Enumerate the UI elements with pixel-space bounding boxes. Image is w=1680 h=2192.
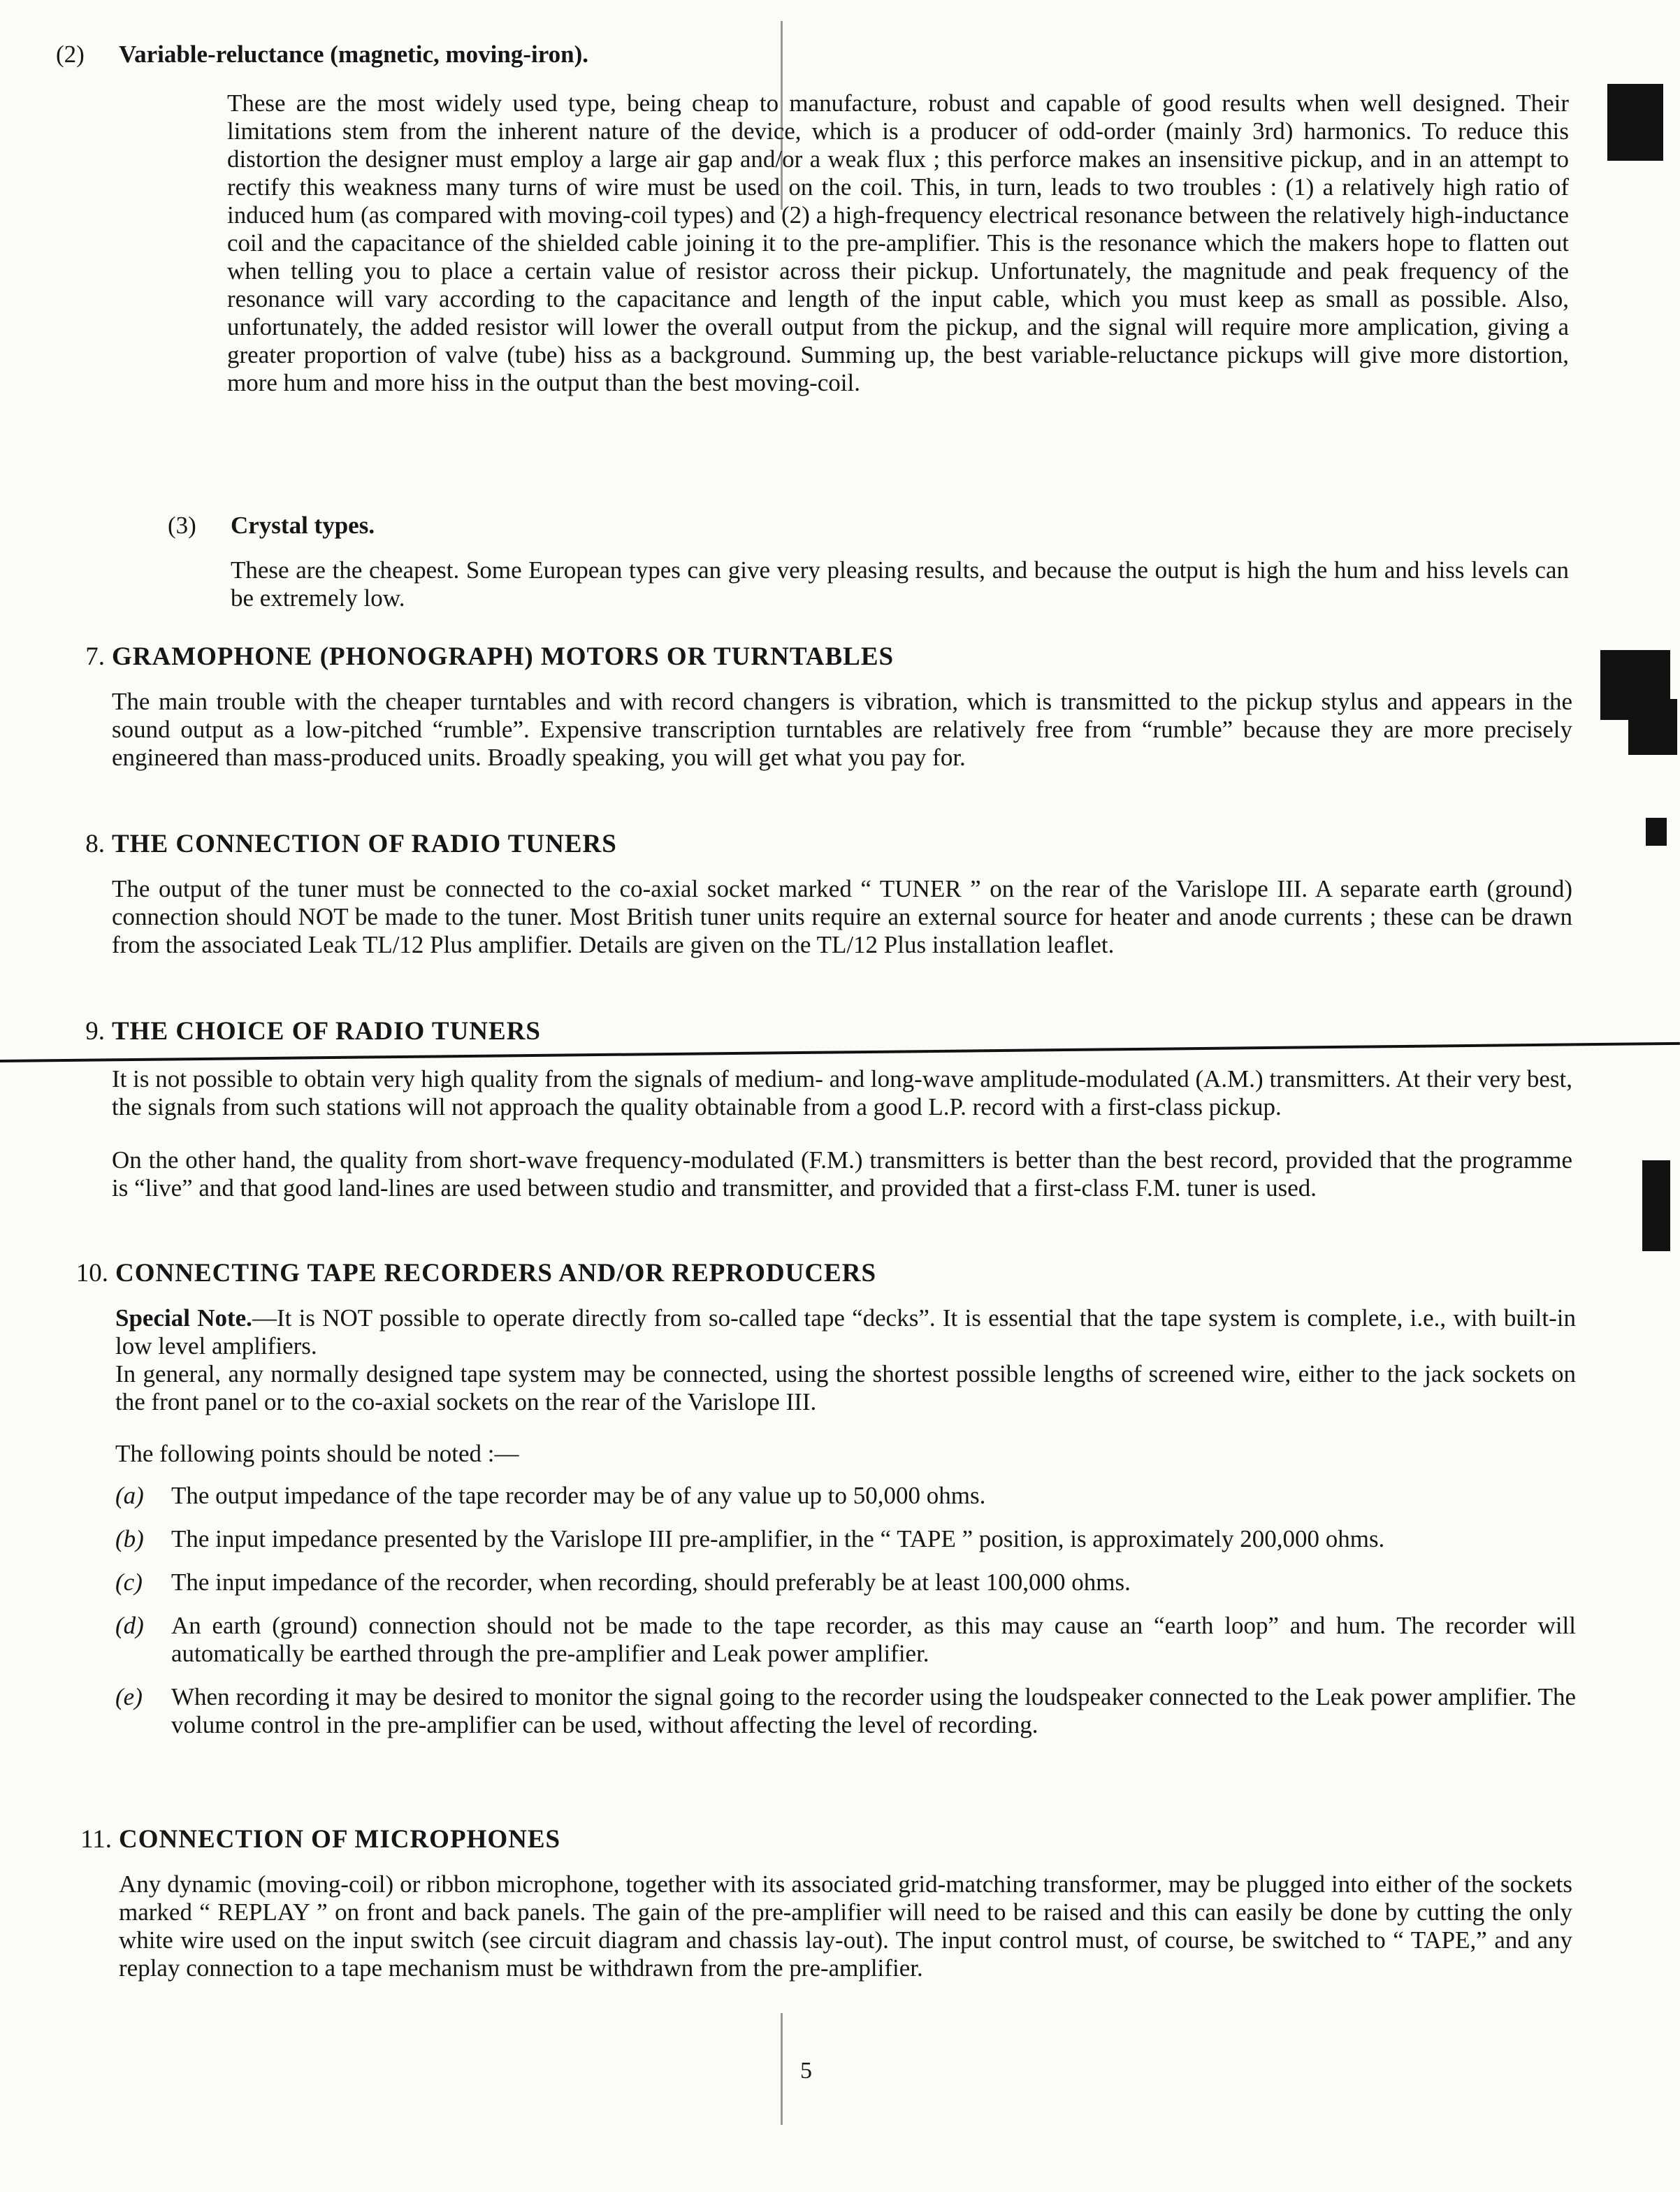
paragraph-am-transmitters: It is not possible to obtain very high quality from the signals of medium- and long-wave amplitude-modulated (A.M.) transmitters. At their very best, the signals from such stations will not approach the quality obtainable from a good L.P. record with a first-class pickup.: [112, 1065, 1572, 1120]
subsection-title: Crystal types.: [231, 512, 375, 539]
list-item-label: (d): [115, 1612, 144, 1639]
paragraph-tape-general: In general, any normally designed tape system may be connected, using the shortest possible lengths of screened wire, either to the jack sockets on the front panel or to the co-axial sockets on the rear of the Varislope III.: [115, 1360, 1576, 1415]
paragraph-points-intro: The following points should be noted :—: [115, 1440, 519, 1467]
paragraph-fm-transmitters: On the other hand, the quality from short-wave frequency-modulated (F.M.) transmitters is better than the best record, provided that the programme is “live” and that good land-lines are used between studio and transmitter, and provided that a first-class F.M. tuner is used.: [112, 1146, 1572, 1202]
scan-artifact: [1642, 1160, 1670, 1251]
list-item-label: (b): [115, 1525, 144, 1552]
subsection-label: (3): [168, 512, 196, 539]
list-item-label: (e): [115, 1683, 143, 1710]
section-number: 8.: [85, 830, 105, 858]
list-item: [115, 1482, 1576, 1510]
scan-artifact: [781, 2013, 783, 2125]
section-number: 10.: [75, 1259, 108, 1288]
section-heading: CONNECTION OF MICROPHONES: [119, 1825, 561, 1854]
paragraph-special-note: [115, 1304, 1576, 1360]
section-heading: CONNECTING TAPE RECORDERS AND/OR REPRODUCERS: [115, 1259, 877, 1288]
list-item-text: The output impedance of the tape recorder may be of any value up to 50,000 ohms.: [171, 1482, 986, 1509]
section-heading: THE CHOICE OF RADIO TUNERS: [112, 1017, 541, 1046]
paragraph-crystal-types: These are the cheapest. Some European types can give very pleasing results, and because the output is high the hum and hiss levels can be extremely low.: [231, 556, 1569, 612]
tape-points-list: [115, 1482, 1576, 1739]
page-number: 5: [800, 2058, 812, 2084]
list-item-text: The input impedance presented by the Varislope III pre-amplifier, in the “ TAPE ” position, is approximately 200,000 ohms.: [171, 1525, 1385, 1552]
list-item: [115, 1525, 1576, 1553]
list-item-text: The input impedance of the recorder, when recording, should preferably be at least 100,000 ohms.: [171, 1569, 1131, 1596]
scan-artifact: [1646, 818, 1667, 846]
list-item-label: (c): [115, 1569, 143, 1596]
paragraph-turntables: The main trouble with the cheaper turntables and with record changers is vibration, which is transmitted to the pickup stylus and appears in the sound output as a low-pitched “rumble”. Expensive transcription turntables are relatively free from “rumble” because they are more precisely engineered than mass-produced units. Broadly speaking, you will get what you pay for.: [112, 688, 1572, 771]
list-item: [115, 1569, 1576, 1596]
paragraph-microphones: Any dynamic (moving-coil) or ribbon microphone, together with its associated grid-matching transformer, may be plugged into either of the sockets marked “ REPLAY ” on front and back panels. The gain of the pre-amplifier will need to be raised and this can easily be done by cutting the only white wire used on the input switch (see circuit diagram and chassis lay-out). The input control must, of course, be switched to “ TAPE,” and any replay connection to a tape mechanism must be withdrawn from the pre-amplifier.: [119, 1870, 1572, 1982]
section-heading: GRAMOPHONE (PHONOGRAPH) MOTORS OR TURNTABLES: [112, 642, 895, 671]
section-number: 11.: [80, 1825, 112, 1854]
section-number: 9.: [85, 1017, 105, 1046]
section-number: 7.: [85, 642, 105, 671]
subsection-title: Variable-reluctance (magnetic, moving-iron).: [119, 41, 589, 68]
list-item: [115, 1612, 1576, 1668]
list-item-label: (a): [115, 1482, 144, 1509]
subsection-label: (2): [56, 41, 85, 68]
section-heading: THE CONNECTION OF RADIO TUNERS: [112, 830, 617, 858]
special-note-label: Special Note.: [115, 1304, 252, 1332]
scan-artifact: [1628, 699, 1677, 755]
paragraph-connection-tuners: The output of the tuner must be connected to the co-axial socket marked “ TUNER ” on the rear of the Varislope III. A separate earth (ground) connection should NOT be made to the tuner. Most British tuner units require an external source for heater and anode currents ; these can be drawn from the associated Leak TL/12 Plus amplifier. Details are given on the TL/12 Plus installation leaflet.: [112, 875, 1572, 958]
special-note-text: —It is NOT possible to operate directly from so-called tape “decks”. It is essential that the tape system is complete, i.e., with built-in low level amplifiers.: [115, 1304, 1576, 1360]
list-item-text: An earth (ground) connection should not be made to the tape recorder, as this may cause an “earth loop” and hum. The recorder will automatically be earthed through the pre-amplifier and Leak power amplifier.: [171, 1612, 1576, 1667]
scan-artifact: [1607, 84, 1663, 161]
list-item: [115, 1683, 1576, 1739]
list-item-text: When recording it may be desired to monitor the signal going to the recorder using the loudspeaker connected to the Leak power amplifier. The volume control in the pre-amplifier can be used, without affecting the level of recording.: [171, 1683, 1576, 1738]
subsection-variable-reluctance: [56, 41, 1572, 68]
paragraph-variable-reluctance: These are the most widely used type, being cheap to manufacture, robust and capable of good results when well designed. Their limitations stem from the inherent nature of the device, which is a producer of odd-order (mainly 3rd) harmonics. To reduce this distortion the designer must employ a large air gap and/or a weak flux ; this perforce makes an insensitive pickup, and in an attempt to rectify this weakness many turns of wire must be used on the coil. This, in turn, leads to two troubles : (1) a relatively high ratio of induced hum (as compared with moving-coil types) and (2) a high-frequency electrical resonance between the relatively high-inductance coil and the capacitance of the shielded cable joining it to the pre-amplifier. This is the resonance which the makers hope to flatten out when telling you to place a certain value of resistor across their pickup. Unfortunately, the magnitude and peak frequency of the resonance will vary according to the capacitance and length of the input cable, which you must keep as small as possible. Also, unfortunately, the added resistor will lower the overall output from the pickup, and the signal will require more amplication, giving a greater proportion of valve (tube) hiss as a background. Summing up, the best variable-reluctance pickups will give more distortion, more hum and more hiss in the output than the best moving-coil.: [227, 89, 1569, 396]
